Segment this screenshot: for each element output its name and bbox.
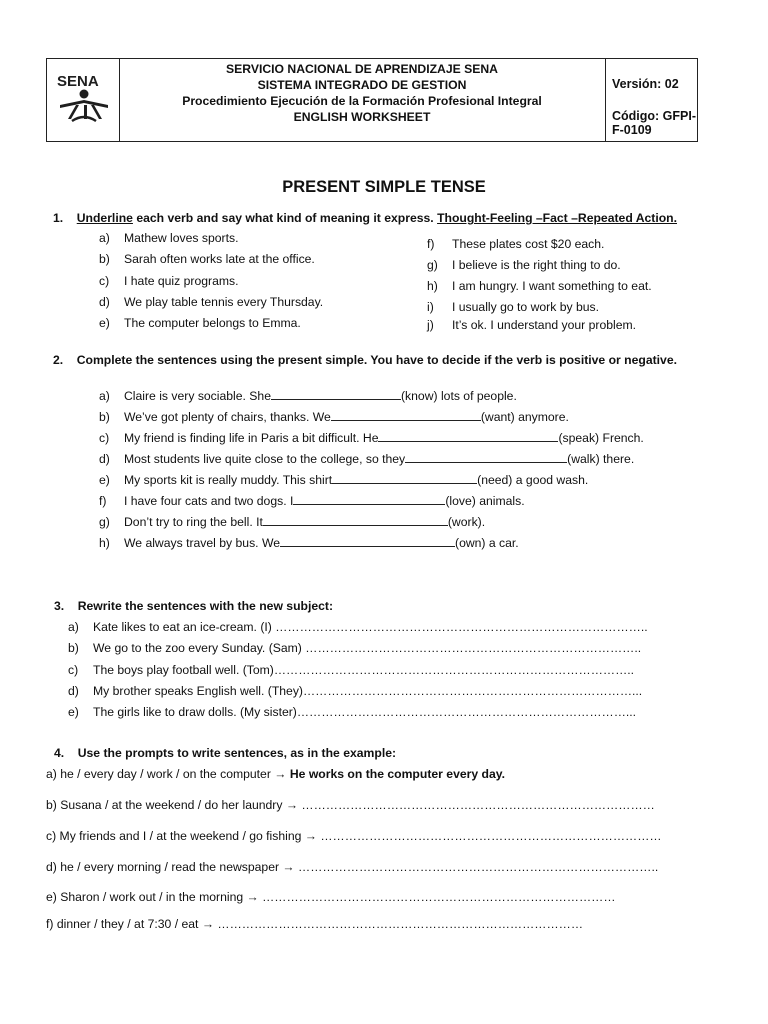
header-table bbox=[46, 58, 698, 142]
org-name: SERVICIO NACIONAL DE APRENDIZAJE SENA bbox=[225, 62, 498, 76]
answer-blank[interactable] bbox=[293, 493, 445, 505]
answer-blank[interactable] bbox=[332, 472, 477, 484]
q1-item-f: f) These plates cost $20 each. bbox=[427, 237, 605, 251]
q1-item-j: j) It’s ok. I understand your problem. bbox=[427, 318, 637, 332]
q4-item-b: b) Susana / at the weekend / do her laundry → …………………………………………………………………………… bbox=[46, 798, 655, 812]
q3-item-c: c) The boys play football well. (Tom)…………………………………………………………………………….. bbox=[68, 663, 635, 677]
q1-item-b: b) Sarah often works late at the office. bbox=[99, 252, 315, 266]
answer-blank[interactable] bbox=[263, 514, 448, 526]
answer-blank[interactable] bbox=[331, 409, 481, 421]
q1-item-c: c) I hate quiz programs. bbox=[99, 274, 239, 288]
q2-item-h: h) We always travel by bus. We (own) a car. bbox=[99, 536, 519, 550]
q3-item-d: d) My brother speaks English well. (They)………………………………………………………………………... bbox=[68, 684, 643, 698]
header-title-cell bbox=[119, 59, 606, 141]
q3-number: 3. bbox=[54, 599, 65, 613]
q4-item-c: c) My friends and I / at the weekend / go fishing → ………………………………………………………………………… bbox=[46, 829, 662, 843]
q2-item-b: b) We’ve got plenty of chairs, thanks. We (want) anymore. bbox=[99, 410, 569, 424]
page-title: PRESENT SIMPLE TENSE bbox=[282, 178, 486, 196]
procedure-name: Procedimiento Ejecución de la Formación Profesional Integral bbox=[182, 94, 542, 108]
q1-text: each verb and say what kind of meaning it express. bbox=[132, 211, 438, 225]
version-label: Versión: 02 bbox=[612, 77, 679, 91]
answer-line[interactable]: ………………………………………………………………………… bbox=[320, 829, 662, 843]
q2-item-e: e) My sports kit is really muddy. This shirt (need) a good wash. bbox=[99, 473, 589, 487]
code-label: Código: GFPI-F-0109 bbox=[612, 109, 697, 137]
svg-text:SENA: SENA bbox=[57, 73, 99, 90]
q1-underline-word: Underline bbox=[76, 211, 133, 225]
q2-item-c: c) My friend is finding life in Paris a bit difficult. He (speak) French. bbox=[99, 431, 644, 445]
q1-item-g: g) I believe is the right thing to do. bbox=[427, 258, 621, 272]
q4-item-a: a) he / every day / work / on the computer → He works on the computer every day. bbox=[46, 767, 506, 781]
logo-cell bbox=[47, 59, 120, 141]
q1-categories: Thought-Feeling –Fact –Repeated Action. bbox=[437, 211, 677, 225]
q4-text: Use the prompts to write sentences, as in the example: bbox=[77, 746, 397, 760]
answer-line[interactable]: …………………………………………………………………………….. bbox=[298, 860, 659, 874]
q4-item-e: e) Sharon / work out / in the morning → …………………………………………………………………………… bbox=[46, 890, 616, 904]
question-1 bbox=[53, 211, 677, 225]
sena-logo-icon bbox=[54, 67, 114, 127]
doc-type: ENGLISH WORKSHEET bbox=[293, 110, 431, 124]
q2-item-g: g) Don’t try to ring the bell. It (work). bbox=[99, 515, 486, 529]
q4-number: 4. bbox=[54, 746, 65, 760]
q3-item-a: a) Kate likes to eat an ice-cream. (I) ……………………………………………………………………………….. bbox=[68, 620, 648, 634]
answer-blank[interactable] bbox=[378, 430, 558, 442]
q2-item-d: d) Most students live quite close to the college, so they (walk) there. bbox=[99, 452, 635, 466]
q3-item-e: e) The girls like to draw dolls. (My sister)………………………………………………………………………... bbox=[68, 705, 637, 719]
answer-line[interactable]: …………………………………………………………………………… bbox=[301, 798, 655, 812]
q2-item-a: a) Claire is very sociable. She (know) lots of people. bbox=[99, 389, 517, 403]
q3-item-b: b) We go to the zoo every Sunday. (Sam) ……………………………………………………………………….. bbox=[68, 641, 642, 655]
q1-item-d: d) We play table tennis every Thursday. bbox=[99, 295, 324, 309]
q4-item-d: d) he / every morning / read the newspaper → …………………………………………………………………………….. bbox=[46, 860, 659, 874]
question-4 bbox=[54, 746, 396, 760]
system-name: SISTEMA INTEGRADO DE GESTION bbox=[257, 78, 467, 92]
q3-text: Rewrite the sentences with the new subject: bbox=[77, 599, 334, 613]
answer-blank[interactable] bbox=[405, 451, 567, 463]
answer-line[interactable]: ……………………………………………………………………………… bbox=[217, 917, 584, 931]
header-meta-cell bbox=[605, 59, 697, 141]
q2-item-f: f) I have four cats and two dogs. I (love) animals. bbox=[99, 494, 525, 508]
answer-line[interactable]: …………………………………………………………………………… bbox=[262, 890, 616, 904]
q2-text: Complete the sentences using the present simple. You have to decide if the verb is positive or negative. bbox=[76, 353, 677, 367]
answer-blank[interactable] bbox=[271, 388, 401, 400]
q1-item-a: a) Mathew loves sports. bbox=[99, 231, 239, 245]
q2-number: 2. bbox=[53, 353, 64, 367]
example-answer: He works on the computer every day. bbox=[289, 767, 506, 781]
question-2 bbox=[53, 353, 677, 367]
q1-item-i: i) I usually go to work by bus. bbox=[427, 300, 599, 314]
question-3 bbox=[54, 599, 333, 613]
q1-number: 1. bbox=[53, 211, 64, 225]
q1-item-h: h) I am hungry. I want something to eat. bbox=[427, 279, 652, 293]
q1-item-e: e) The computer belongs to Emma. bbox=[99, 316, 301, 330]
answer-blank[interactable] bbox=[280, 535, 455, 547]
q4-item-f: f) dinner / they / at 7:30 / eat → ……………………………………………………………………………… bbox=[46, 917, 584, 931]
